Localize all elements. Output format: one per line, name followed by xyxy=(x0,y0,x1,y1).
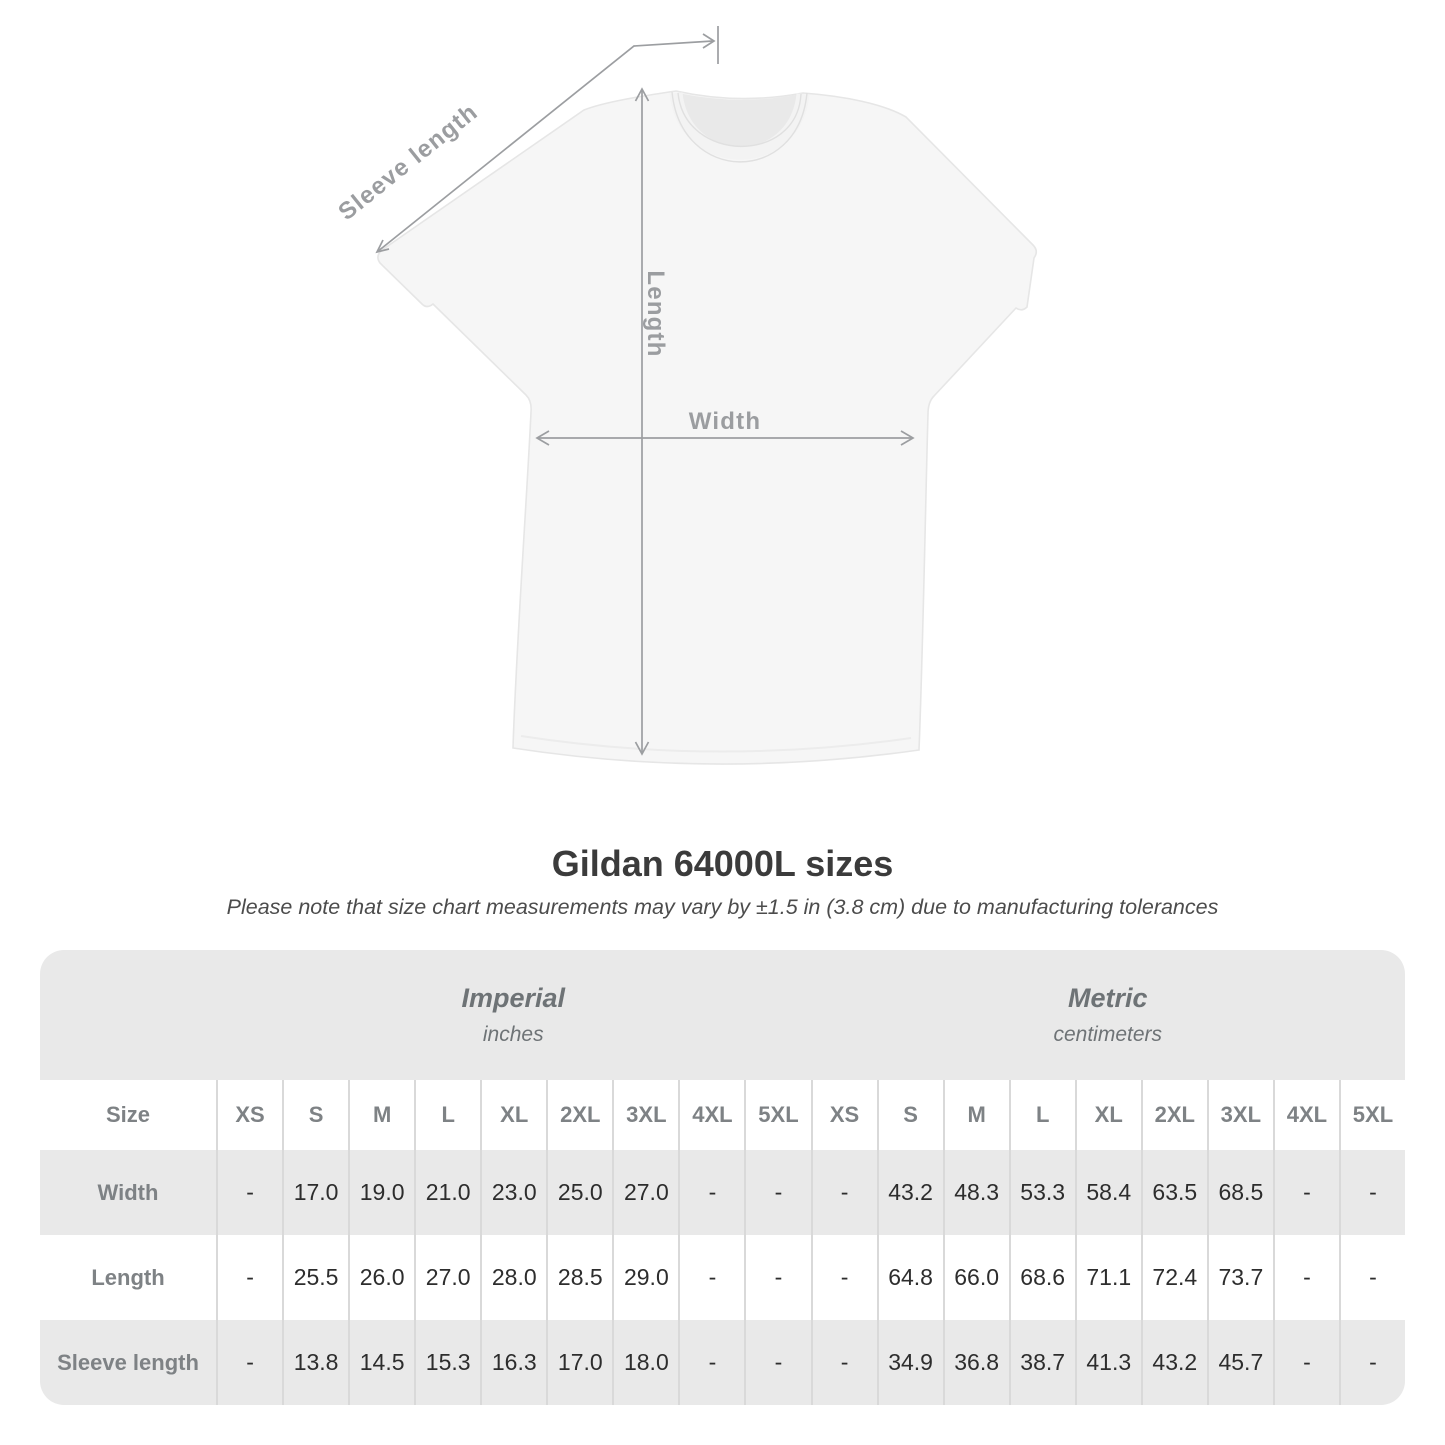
table-cell: 68.6 xyxy=(1009,1235,1075,1320)
table-cell: 43.2 xyxy=(1141,1320,1207,1405)
table-cell: - xyxy=(1339,1150,1405,1235)
table-cell: 58.4 xyxy=(1075,1150,1141,1235)
table-cell: 66.0 xyxy=(943,1235,1009,1320)
table-cell: - xyxy=(678,1235,744,1320)
table-row-length xyxy=(40,1235,1405,1320)
table-row-sleeve-length xyxy=(40,1320,1405,1405)
table-cell: 38.7 xyxy=(1009,1320,1075,1405)
table-cell: - xyxy=(216,1150,282,1235)
unit-group-header-row xyxy=(40,950,1405,1080)
size-header-metric-5xl: 5XL xyxy=(1339,1080,1405,1150)
table-cell: 28.0 xyxy=(480,1235,546,1320)
row-label: Length xyxy=(91,1264,165,1290)
table-cell: - xyxy=(811,1150,877,1235)
table-cell: 27.0 xyxy=(612,1150,678,1235)
table-cell: 34.9 xyxy=(877,1320,943,1405)
table-cell: 17.0 xyxy=(546,1320,612,1405)
metric-group-name: Metric xyxy=(1067,983,1148,1013)
size-header-imperial-s: S xyxy=(282,1080,348,1150)
length-label: Length xyxy=(642,270,669,358)
table-cell: - xyxy=(1273,1320,1339,1405)
table-cell: 73.7 xyxy=(1207,1235,1273,1320)
size-header-imperial-xl: XL xyxy=(480,1080,546,1150)
table-cell: 41.3 xyxy=(1075,1320,1141,1405)
width-label: Width xyxy=(688,408,762,435)
imperial-group-header xyxy=(216,950,811,1080)
sleeve-length-label: Sleeve length xyxy=(333,98,484,226)
size-header-metric-3xl: 3XL xyxy=(1207,1080,1273,1150)
table-cell: - xyxy=(216,1320,282,1405)
size-header-imperial-xs: XS xyxy=(216,1080,282,1150)
size-header-imperial-5xl: 5XL xyxy=(744,1080,810,1150)
table-cell: 27.0 xyxy=(414,1235,480,1320)
table-cell: 19.0 xyxy=(348,1150,414,1235)
table-cell: 13.8 xyxy=(282,1320,348,1405)
size-header-metric-l: L xyxy=(1009,1080,1075,1150)
table-cell: - xyxy=(678,1320,744,1405)
table-cell: 26.0 xyxy=(348,1235,414,1320)
table-cell: 18.0 xyxy=(612,1320,678,1405)
table-cell: - xyxy=(1339,1235,1405,1320)
table-cell: 15.3 xyxy=(414,1320,480,1405)
group-header-corner xyxy=(40,950,216,1080)
table-cell: - xyxy=(811,1320,877,1405)
size-header-imperial-2xl: 2XL xyxy=(546,1080,612,1150)
table-cell: 16.3 xyxy=(480,1320,546,1405)
table-cell: - xyxy=(744,1320,810,1405)
size-header-metric-4xl: 4XL xyxy=(1273,1080,1339,1150)
table-cell: - xyxy=(1273,1150,1339,1235)
size-table xyxy=(40,950,1405,1405)
table-cell: 21.0 xyxy=(414,1150,480,1235)
table-cell: 25.5 xyxy=(282,1235,348,1320)
size-header-metric-xl: XL xyxy=(1075,1080,1141,1150)
table-cell: - xyxy=(1273,1235,1339,1320)
size-header-metric-m: M xyxy=(943,1080,1009,1150)
table-cell: 17.0 xyxy=(282,1150,348,1235)
row-label: Sleeve length xyxy=(57,1349,199,1375)
metric-group-unit: centimeters xyxy=(1053,1023,1163,1046)
size-header-metric-2xl: 2XL xyxy=(1141,1080,1207,1150)
imperial-group-unit: inches xyxy=(482,1023,544,1046)
table-cell: 28.5 xyxy=(546,1235,612,1320)
table-cell: 72.4 xyxy=(1141,1235,1207,1320)
table-cell: - xyxy=(678,1150,744,1235)
table-cell: 71.1 xyxy=(1075,1235,1141,1320)
size-header-imperial-4xl: 4XL xyxy=(678,1080,744,1150)
size-column-header: Size xyxy=(105,1102,151,1127)
size-header-row xyxy=(40,1080,1405,1150)
size-header-imperial-m: M xyxy=(348,1080,414,1150)
page-title: Gildan 64000L sizes xyxy=(551,843,894,884)
tolerance-note: Please note that size chart measurements may vary by ±1.5 in (3.8 cm) due to manufacturing tolerances xyxy=(226,895,1219,919)
table-cell: 64.8 xyxy=(877,1235,943,1320)
table-cell: 14.5 xyxy=(348,1320,414,1405)
table-cell: - xyxy=(811,1235,877,1320)
table-cell: 53.3 xyxy=(1009,1150,1075,1235)
table-cell: 68.5 xyxy=(1207,1150,1273,1235)
table-cell: - xyxy=(744,1235,810,1320)
table-cell: 43.2 xyxy=(877,1150,943,1235)
table-cell: 25.0 xyxy=(546,1150,612,1235)
table-cell: 36.8 xyxy=(943,1320,1009,1405)
row-label: Width xyxy=(97,1179,159,1205)
imperial-group-name: Imperial xyxy=(461,983,566,1013)
table-cell: 48.3 xyxy=(943,1150,1009,1235)
size-header-imperial-3xl: 3XL xyxy=(612,1080,678,1150)
table-row-width xyxy=(40,1150,1405,1235)
size-header-metric-xs: XS xyxy=(811,1080,877,1150)
table-cell: 45.7 xyxy=(1207,1320,1273,1405)
table-cell: - xyxy=(744,1150,810,1235)
table-cell: 23.0 xyxy=(480,1150,546,1235)
table-cell: - xyxy=(216,1235,282,1320)
table-cell: 29.0 xyxy=(612,1235,678,1320)
size-header-metric-s: S xyxy=(877,1080,943,1150)
table-cell: 63.5 xyxy=(1141,1150,1207,1235)
metric-group-header xyxy=(811,950,1406,1080)
table-cell: - xyxy=(1339,1320,1405,1405)
size-header-imperial-l: L xyxy=(414,1080,480,1150)
